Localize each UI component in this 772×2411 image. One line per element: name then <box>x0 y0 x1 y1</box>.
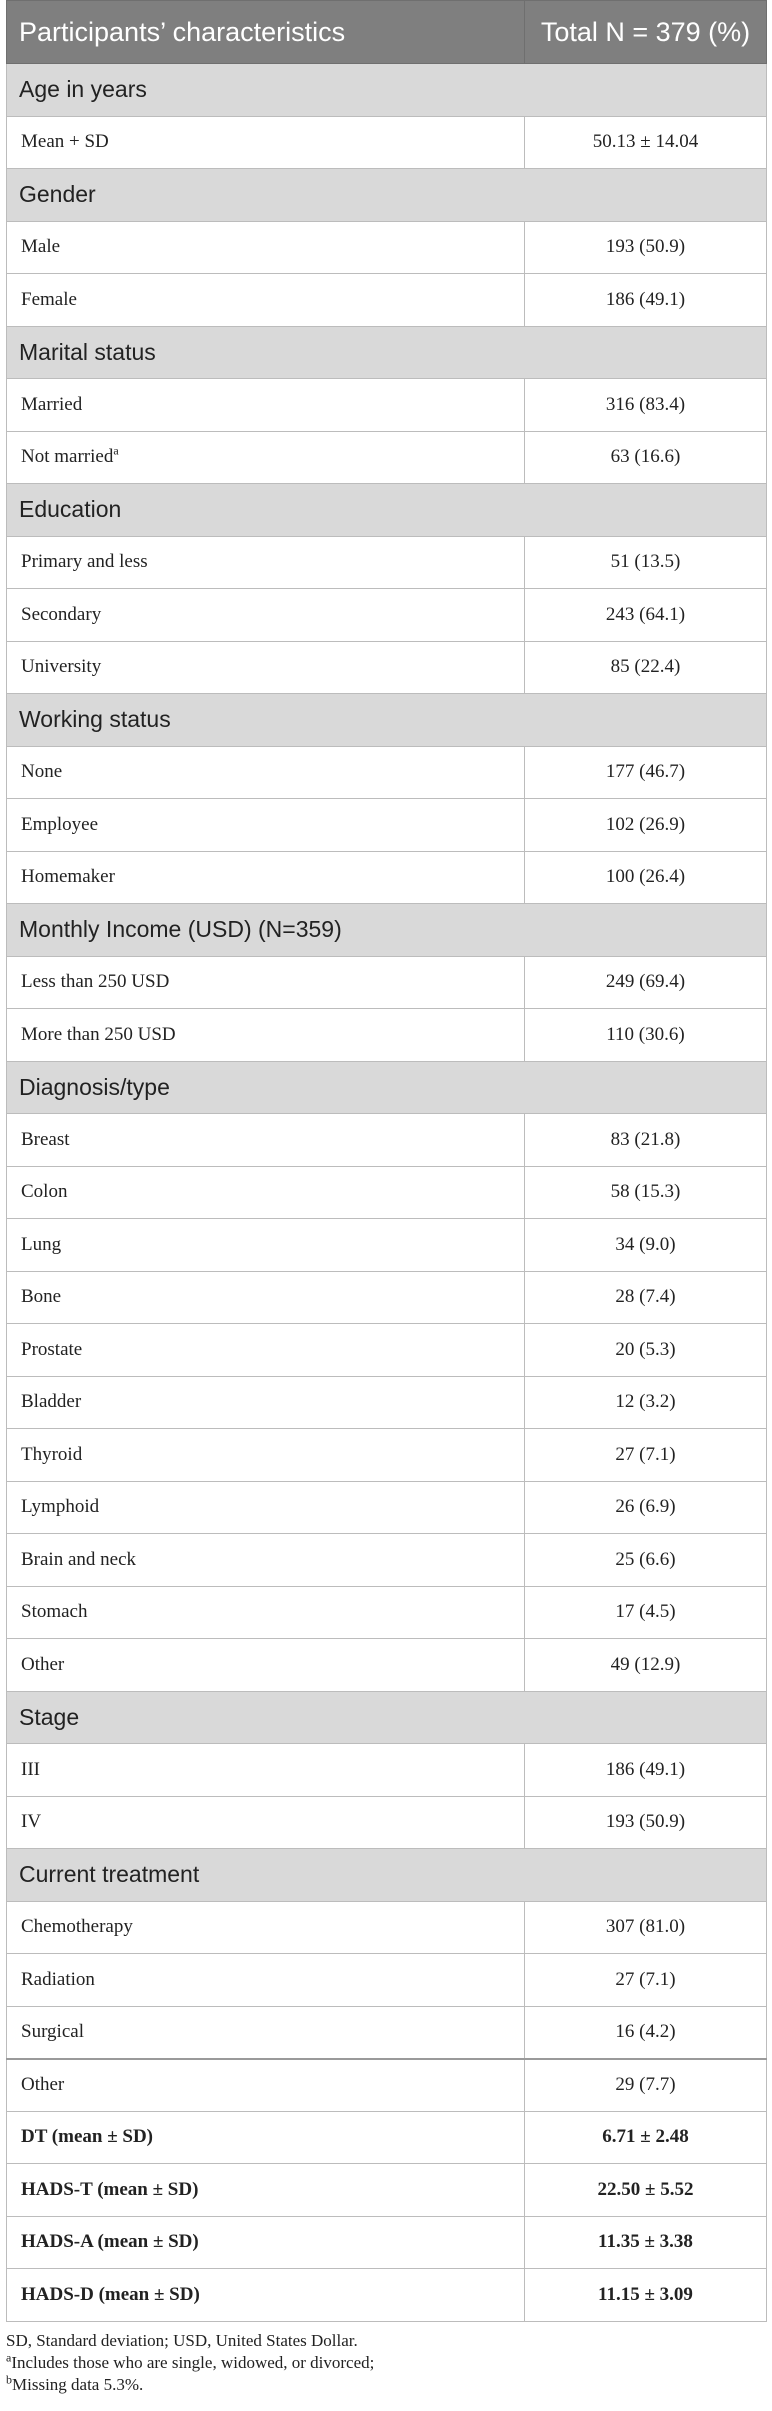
row-value: 49 (12.9) <box>525 1639 767 1692</box>
row-value: 83 (21.8) <box>525 1114 767 1167</box>
table-row <box>7 1166 767 1219</box>
row-label-text: Employee <box>21 813 99 835</box>
row-label <box>7 379 525 432</box>
row-label <box>7 1376 525 1429</box>
row-label <box>7 431 525 484</box>
participants-characteristics-table <box>6 0 767 2322</box>
row-value: 22.50 ± 5.52 <box>525 2164 767 2217</box>
row-value: 193 (50.9) <box>525 1796 767 1849</box>
row-label <box>7 746 525 799</box>
section-row <box>7 484 767 537</box>
table-row <box>7 1271 767 1324</box>
section-heading: Diagnosis/type <box>7 1061 767 1114</box>
table-row <box>7 1639 767 1692</box>
table-row <box>7 2216 767 2269</box>
row-label <box>7 799 525 852</box>
row-value: 186 (49.1) <box>525 1744 767 1797</box>
row-value: 27 (7.1) <box>525 1429 767 1482</box>
row-label-text: Thyroid <box>21 1443 83 1465</box>
characteristics-table-container <box>6 0 766 2396</box>
row-label-text: Married <box>21 393 83 415</box>
row-value: 110 (30.6) <box>525 1009 767 1062</box>
row-label-text: Female <box>21 288 77 310</box>
row-label <box>7 1429 525 1482</box>
footnote-text: Includes those who are single, widowed, or divorced; <box>11 2352 375 2372</box>
row-label-text: Lung <box>21 1233 62 1255</box>
section-row <box>7 326 767 379</box>
row-value: 26 (6.9) <box>525 1481 767 1534</box>
section-heading: Gender <box>7 169 767 222</box>
table-row <box>7 2164 767 2217</box>
table-row <box>7 116 767 169</box>
row-label-text: Stomach <box>21 1601 88 1623</box>
row-label-text: University <box>21 656 102 678</box>
table-row <box>7 2006 767 2059</box>
section-row <box>7 904 767 957</box>
footnote-marker: a <box>6 2349 12 2364</box>
footnote-marker: a <box>113 443 119 458</box>
row-label <box>7 1271 525 1324</box>
table-row <box>7 746 767 799</box>
row-value: 100 (26.4) <box>525 851 767 904</box>
footnote <box>6 2349 766 2374</box>
row-label-text: Not married <box>21 446 114 468</box>
row-label-text: IV <box>21 1811 42 1833</box>
table-header-row <box>7 1 767 64</box>
row-label-text: DT (mean ± SD) <box>21 2126 153 2148</box>
row-label <box>7 1219 525 1272</box>
table-row <box>7 1376 767 1429</box>
row-value: 50.13 ± 14.04 <box>525 116 767 169</box>
section-row <box>7 694 767 747</box>
table-footnotes <box>6 2330 766 2396</box>
table-row <box>7 1534 767 1587</box>
row-value: 85 (22.4) <box>525 641 767 694</box>
row-label-text: III <box>21 1758 40 1780</box>
row-label-text: Other <box>21 2074 65 2095</box>
table-row <box>7 1009 767 1062</box>
table-row <box>7 1324 767 1377</box>
row-label-text: Bone <box>21 1286 62 1308</box>
row-value: 307 (81.0) <box>525 1901 767 1954</box>
table-row <box>7 1796 767 1849</box>
table-row <box>7 1744 767 1797</box>
section-heading: Stage <box>7 1691 767 1744</box>
section-row <box>7 1849 767 1902</box>
table-row <box>7 1586 767 1639</box>
row-label <box>7 1114 525 1167</box>
row-value: 249 (69.4) <box>525 956 767 1009</box>
row-value: 58 (15.3) <box>525 1166 767 1219</box>
row-value: 186 (49.1) <box>525 274 767 327</box>
row-label <box>7 2059 525 2112</box>
row-label-text: None <box>21 761 63 783</box>
row-label-text: Breast <box>21 1128 70 1150</box>
row-label-text: HADS-A (mean ± SD) <box>21 2231 199 2253</box>
row-label <box>7 2006 525 2059</box>
table-row <box>7 1901 767 1954</box>
row-label <box>7 1166 525 1219</box>
footnote-text: Missing data 5.3%. <box>12 2374 144 2394</box>
row-value: 177 (46.7) <box>525 746 767 799</box>
row-label <box>7 1586 525 1639</box>
row-label-text: HADS-D (mean ± SD) <box>21 2283 200 2305</box>
row-label <box>7 1954 525 2007</box>
section-heading: Working status <box>7 694 767 747</box>
row-label-text: Other <box>21 1653 65 1675</box>
row-label <box>7 641 525 694</box>
table-row <box>7 2269 767 2322</box>
row-label-text: Mean + SD <box>21 131 109 153</box>
row-label <box>7 1481 525 1534</box>
row-label-text: Secondary <box>21 603 102 625</box>
row-label <box>7 1639 525 1692</box>
row-value: 16 (4.2) <box>525 2006 767 2059</box>
section-row <box>7 64 767 117</box>
table-row <box>7 1114 767 1167</box>
row-value: 6.71 ± 2.48 <box>525 2111 767 2164</box>
section-heading: Marital status <box>7 326 767 379</box>
row-label-text: Less than 250 USD <box>21 971 170 993</box>
table-row <box>7 641 767 694</box>
row-value: 316 (83.4) <box>525 379 767 432</box>
section-row <box>7 169 767 222</box>
row-label <box>7 116 525 169</box>
row-label <box>7 1324 525 1377</box>
row-label <box>7 2111 525 2164</box>
row-value: 193 (50.9) <box>525 221 767 274</box>
row-label-text: Primary and less <box>21 551 148 573</box>
section-heading: Current treatment <box>7 1849 767 1902</box>
table-row <box>7 851 767 904</box>
row-value: 102 (26.9) <box>525 799 767 852</box>
table-body <box>7 64 767 2322</box>
section-heading: Education <box>7 484 767 537</box>
row-label <box>7 274 525 327</box>
row-label-text: Radiation <box>21 1968 95 1990</box>
row-label <box>7 1744 525 1797</box>
row-label-text: HADS-T (mean ± SD) <box>21 2178 199 2200</box>
row-label <box>7 1534 525 1587</box>
row-label <box>7 851 525 904</box>
table-row <box>7 1481 767 1534</box>
row-label-text: Surgical <box>21 2021 84 2042</box>
row-value: 20 (5.3) <box>525 1324 767 1377</box>
row-label <box>7 2216 525 2269</box>
row-label-text: Chemotherapy <box>21 1916 133 1938</box>
table-row <box>7 2059 767 2112</box>
row-value: 17 (4.5) <box>525 1586 767 1639</box>
row-label-text: Homemaker <box>21 866 115 888</box>
header-total: Total N = 379 (%) <box>525 1 767 64</box>
table-row <box>7 1954 767 2007</box>
row-label-text: Colon <box>21 1181 68 1203</box>
table-row <box>7 956 767 1009</box>
table-row <box>7 221 767 274</box>
table-row <box>7 799 767 852</box>
footnote <box>6 2371 766 2396</box>
row-label-text: More than 250 USD <box>21 1023 176 1045</box>
row-value: 11.35 ± 3.38 <box>525 2216 767 2269</box>
row-label-text: Brain and neck <box>21 1548 137 1570</box>
row-value: 11.15 ± 3.09 <box>525 2269 767 2322</box>
row-value: 28 (7.4) <box>525 1271 767 1324</box>
row-value: 27 (7.1) <box>525 1954 767 2007</box>
section-row <box>7 1691 767 1744</box>
row-label <box>7 1901 525 1954</box>
table-row <box>7 536 767 589</box>
row-value: 243 (64.1) <box>525 589 767 642</box>
header-characteristics: Participants’ characteristics <box>7 1 525 64</box>
table-row <box>7 274 767 327</box>
table-row <box>7 379 767 432</box>
row-label <box>7 221 525 274</box>
row-label-text: Bladder <box>21 1391 82 1413</box>
table-row <box>7 589 767 642</box>
table-row <box>7 1219 767 1272</box>
row-label-text: Lymphoid <box>21 1496 100 1518</box>
row-label <box>7 536 525 589</box>
footnote-text: SD, Standard deviation; USD, United States Dollar. <box>6 2330 358 2350</box>
row-label <box>7 2269 525 2322</box>
row-label <box>7 1796 525 1849</box>
row-label <box>7 956 525 1009</box>
row-value: 63 (16.6) <box>525 431 767 484</box>
section-row <box>7 1061 767 1114</box>
table-row <box>7 2111 767 2164</box>
row-value: 34 (9.0) <box>525 1219 767 1272</box>
section-heading: Age in years <box>7 64 767 117</box>
row-value: 25 (6.6) <box>525 1534 767 1587</box>
row-value: 51 (13.5) <box>525 536 767 589</box>
row-label <box>7 1009 525 1062</box>
footnote <box>6 2330 766 2352</box>
row-label-text: Prostate <box>21 1338 83 1360</box>
table-row <box>7 1429 767 1482</box>
row-label <box>7 2164 525 2217</box>
table-row <box>7 431 767 484</box>
section-heading: Monthly Income (USD) (N=359) <box>7 904 767 957</box>
footnote-marker: b <box>6 2371 12 2386</box>
row-value: 29 (7.7) <box>525 2059 767 2112</box>
row-value: 12 (3.2) <box>525 1376 767 1429</box>
row-label <box>7 589 525 642</box>
row-label-text: Male <box>21 236 61 258</box>
